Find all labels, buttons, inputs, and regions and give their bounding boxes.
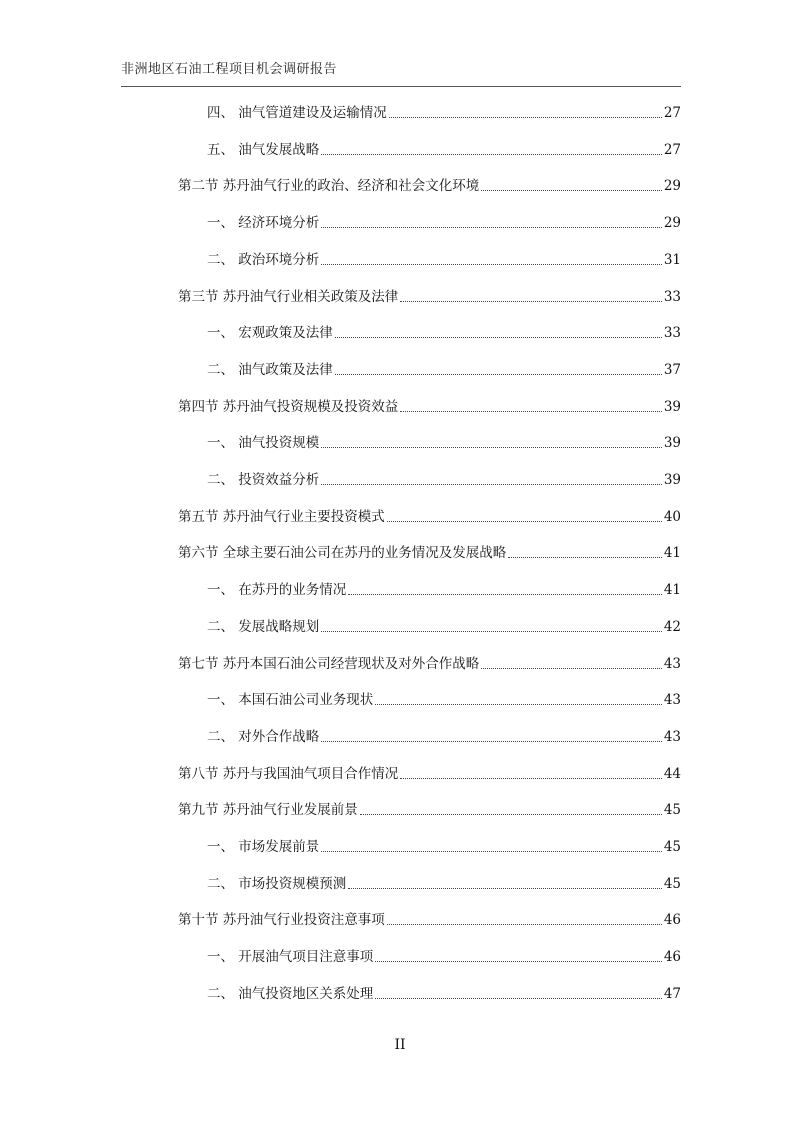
toc-section-row[interactable] <box>178 653 681 673</box>
toc-entry-number: 第六节 <box>178 545 223 562</box>
toc-entry-title: 经济环境分析 <box>238 215 320 232</box>
toc-entry-title: 油气管道建设及运输情况 <box>238 105 387 121</box>
toc-entry-page: 45 <box>663 839 681 855</box>
toc-entry-title: 投资效益分析 <box>238 472 320 488</box>
toc-subsection-row[interactable] <box>207 946 681 966</box>
toc-entry-page: 29 <box>663 178 681 195</box>
toc-entry-page: 39 <box>663 398 681 415</box>
toc-subsection-row[interactable] <box>207 469 681 489</box>
toc-entry-page: 33 <box>663 288 681 305</box>
toc-section-row[interactable] <box>178 799 681 819</box>
toc-dot-leader <box>360 814 662 815</box>
toc-section-row[interactable] <box>178 542 681 562</box>
toc-entry-page: 46 <box>663 949 681 966</box>
toc-entry-number: 一、 <box>207 692 239 709</box>
toc-subsection-row[interactable] <box>207 579 681 599</box>
toc-entry-number: 二、 <box>207 728 239 745</box>
toc-entry-title: 苏丹油气行业的政治、经济和社会文化环境 <box>222 178 480 195</box>
toc-entry-number: 一、 <box>207 215 239 232</box>
toc-entry-number: 二、 <box>207 472 239 488</box>
toc-subsection-row[interactable] <box>207 726 681 746</box>
toc-entry-page: 43 <box>663 692 681 709</box>
toc-dot-leader <box>481 668 662 669</box>
toc-dot-leader <box>321 484 662 485</box>
toc-entry-number: 第三节 <box>178 288 223 305</box>
toc-dot-leader <box>389 117 662 118</box>
toc-entry-number: 二、 <box>207 361 239 378</box>
toc-dot-leader <box>387 924 662 925</box>
toc-subsection-row[interactable] <box>207 616 681 636</box>
toc-entry-page: 41 <box>663 545 681 562</box>
toc-entry-number: 第十节 <box>178 912 223 929</box>
toc-entry-page: 27 <box>663 141 681 158</box>
toc-subsection-row[interactable] <box>207 689 681 709</box>
toc-subsection-row[interactable] <box>207 983 681 1003</box>
toc-entry-title: 苏丹本国石油公司经营现状及对外合作战略 <box>222 655 480 672</box>
toc-entry-number: 二、 <box>207 251 239 268</box>
toc-subsection-row[interactable] <box>207 212 681 232</box>
page-number: II <box>394 1037 406 1053</box>
toc-entry-page: 39 <box>663 435 681 452</box>
toc-entry-page: 31 <box>663 251 681 268</box>
toc-dot-leader <box>321 851 662 852</box>
toc-subsection-row[interactable] <box>207 102 681 122</box>
toc-entry-title: 油气投资地区关系处理 <box>238 985 374 1002</box>
toc-dot-leader <box>321 631 662 632</box>
toc-entry-page: 45 <box>663 802 681 819</box>
toc-entry-page: 42 <box>663 618 681 635</box>
toc-section-row[interactable] <box>178 909 681 929</box>
toc-entry-title: 苏丹油气行业投资注意事项 <box>222 912 385 929</box>
toc-entry-page: 40 <box>663 508 681 525</box>
toc-entry-number: 四、 <box>207 105 239 121</box>
toc-entry-page: 27 <box>663 105 681 121</box>
toc-entry-page: 45 <box>663 875 681 892</box>
toc-entry-title: 苏丹油气投资规模及投资效益 <box>222 398 399 415</box>
toc-subsection-row[interactable] <box>207 432 681 452</box>
toc-entry-page: 39 <box>663 472 681 488</box>
toc-dot-leader <box>400 411 662 412</box>
toc-dot-leader <box>508 557 662 558</box>
toc-subsection-row[interactable] <box>207 359 681 379</box>
toc-entry-title: 本国石油公司业务现状 <box>238 692 374 709</box>
toc-dot-leader <box>375 704 662 705</box>
toc-dot-leader <box>335 374 662 375</box>
toc-entry-title: 开展油气项目注意事项 <box>238 949 374 966</box>
toc-entry-number: 第七节 <box>178 655 223 672</box>
toc-dot-leader <box>348 594 662 595</box>
toc-entry-title: 苏丹油气行业相关政策及法律 <box>222 288 399 305</box>
toc-entry-title: 发展战略规划 <box>238 618 320 635</box>
toc-section-row[interactable] <box>178 763 681 783</box>
toc-section-row[interactable] <box>178 396 681 416</box>
toc-entry-page: 29 <box>663 215 681 232</box>
toc-entry-title: 市场发展前景 <box>238 839 320 855</box>
toc-section-row[interactable] <box>178 506 681 526</box>
toc-dot-leader <box>481 190 662 191</box>
toc-dot-leader <box>321 264 662 265</box>
toc-subsection-row[interactable] <box>207 836 681 856</box>
header-rule <box>121 86 681 87</box>
toc-entry-title: 全球主要石油公司在苏丹的业务情况及发展战略 <box>222 545 507 562</box>
toc-dot-leader <box>387 521 662 522</box>
toc-entry-number: 第九节 <box>178 802 223 819</box>
toc-entry-number: 第二节 <box>178 178 223 195</box>
toc-entry-title: 宏观政策及法律 <box>238 325 333 342</box>
toc-dot-leader <box>375 961 662 962</box>
toc-dot-leader <box>321 154 662 155</box>
toc-entry-number: 一、 <box>207 839 239 855</box>
toc-entry-title: 油气投资规模 <box>238 435 320 452</box>
toc-entry-number: 一、 <box>207 325 239 342</box>
toc-dot-leader <box>375 998 662 999</box>
toc-entry-page: 33 <box>663 325 681 342</box>
toc-entry-number: 一、 <box>207 435 239 452</box>
toc-entry-page: 44 <box>663 765 681 782</box>
toc-dot-leader <box>321 227 662 228</box>
toc-entry-number: 第五节 <box>178 508 223 525</box>
toc-dot-leader <box>400 778 662 779</box>
toc-subsection-row[interactable] <box>207 249 681 269</box>
toc-section-row[interactable] <box>178 286 681 306</box>
toc-section-row[interactable] <box>178 175 681 195</box>
toc-entry-page: 47 <box>663 985 681 1002</box>
toc-entry-title: 市场投资规模预测 <box>238 875 347 892</box>
toc-entry-number: 第八节 <box>178 765 223 782</box>
toc-entry-number: 二、 <box>207 875 239 892</box>
toc-entry-title: 政治环境分析 <box>238 251 320 268</box>
toc-entry-title: 油气发展战略 <box>238 141 320 158</box>
toc-entry-number: 二、 <box>207 618 239 635</box>
toc-entry-page: 46 <box>663 912 681 929</box>
toc-entry-page: 37 <box>663 361 681 378</box>
toc-entry-title: 在苏丹的业务情况 <box>238 582 347 599</box>
toc-dot-leader <box>321 741 662 742</box>
toc-entry-title: 苏丹油气行业发展前景 <box>222 802 358 819</box>
toc-entry-title: 对外合作战略 <box>238 728 320 745</box>
toc-entry-page: 43 <box>663 655 681 672</box>
running-header: 非洲地区石油工程项目机会调研报告 <box>121 62 338 77</box>
toc-entry-page: 43 <box>663 728 681 745</box>
toc-subsection-row[interactable] <box>207 322 681 342</box>
toc-subsection-row[interactable] <box>207 873 681 893</box>
toc-entry-page: 41 <box>663 582 681 599</box>
toc-entry-number: 一、 <box>207 582 239 599</box>
toc-entry-number: 五、 <box>207 141 239 158</box>
toc-entry-title: 油气政策及法律 <box>238 361 333 378</box>
toc-dot-leader <box>321 447 662 448</box>
toc-dot-leader <box>400 301 662 302</box>
toc-entry-title: 苏丹油气行业主要投资模式 <box>222 508 385 525</box>
toc-dot-leader <box>335 337 662 338</box>
toc-entry-number: 二、 <box>207 985 239 1002</box>
toc-entry-number: 一、 <box>207 949 239 966</box>
toc-entry-number: 第四节 <box>178 398 223 415</box>
toc-dot-leader <box>348 888 662 889</box>
toc-subsection-row[interactable] <box>207 139 681 159</box>
toc-entry-title: 苏丹与我国油气项目合作情况 <box>222 765 399 782</box>
